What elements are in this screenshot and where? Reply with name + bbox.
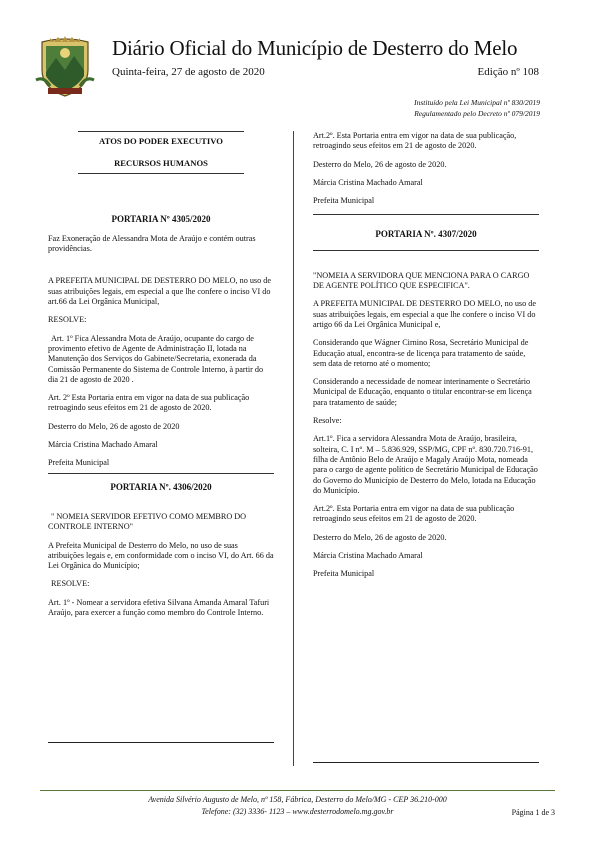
page-number: Página 1 de 3 (511, 808, 555, 817)
publication-date: Quinta-feira, 27 de agosto de 2020 (112, 66, 265, 78)
column-divider (293, 131, 294, 766)
portaria-4305-intro: A PREFEITA MUNICIPAL DE DESTERRO DO MELO, no uso de suas atribuições legais, em especial a que lhe confere o inciso VI do art.66 da Lei Orgânica Municipal, (48, 276, 271, 307)
section-title: ATOS DO PODER EXECUTIVO (99, 136, 223, 146)
portaria-4307-signer: Márcia Cristina Machado Amaral (313, 551, 423, 561)
portaria-4306-place-date: Desterro do Melo, 26 de agosto de 2020. (313, 159, 447, 169)
portaria-separator (313, 214, 539, 215)
right-column-end-rule (313, 762, 539, 763)
portaria-4307-intro: A PREFEITA MUNICIPAL DE DESTERRO DO MELO, no uso de suas atribuições legais, em especial a que lhe confere o inciso VI do artigo 66 da Lei Orgânica Municipal e, (313, 299, 536, 329)
portaria-4307-title-rule (313, 250, 539, 251)
edition-number: Edição nº 108 (477, 66, 539, 78)
left-column (48, 131, 274, 626)
portaria-4306-resolve: RESOLVE: (51, 579, 90, 589)
portaria-4307-consider-2: Considerando a necessidade de nomear interinamente o Secretário Municipal de Educação, enquanto o titular encontrar-se em licença para tratamento de saúde; (313, 377, 532, 407)
portaria-4307-consider-1: Considerando que Wágner Cirnino Rosa, Secretário Municipal de Educação atual, encontra-se de licença para tratamento de saúde, sem data de retorno até o momento; (313, 338, 529, 368)
portaria-4305-place-date: Desterro do Melo, 26 de agosto de 2020 (48, 421, 180, 431)
portaria-4307-title: PORTARIA Nº. 4307/2020 (375, 229, 477, 240)
portaria-4307-art1: Art.1º. Fica a servidora Alessandra Mota de Araújo, brasileira, solteira, C. I nº. M – 5.836.929, SSP/MG, CPF nº. 830.720.716-91, filha de Antônio Belo de Araújo e Magaly Araújo Mota, nomeada para o cargo de agente político de Secretário Municipal de Educação do Governo do Município de Desterro do Melo, lotada na Educação do Município. (313, 434, 538, 495)
portaria-4306-title: PORTARIA Nº. 4306/2020 (110, 481, 212, 492)
footer-rule (40, 790, 555, 791)
portaria-4306-intro: A Prefeita Municipal de Desterro do Melo, no uso de suas atribuições legais e, em conformidade com o inciso VI, do Art. 66 da Lei Orgânica do Município; (48, 540, 274, 571)
portaria-4307-place-date: Desterro do Melo, 26 de agosto de 2020. (313, 532, 447, 542)
regulated-decree: Regulamentado pelo Decreto nº 079/2019 (414, 109, 540, 118)
portaria-4306-art1: Art. 1º - Nomear a servidora efetiva Silvana Amanda Amaral Tafuri Araújo, para exercer a função como membro do Controle Interno. (48, 597, 270, 618)
left-column-end-rule (48, 742, 274, 743)
portaria-4306-summary: " NOMEIA SERVIDOR EFETIVO COMO MEMBRO DO CONTROLE INTERNO" (48, 511, 247, 532)
portaria-4305-signer-role: Prefeita Municipal (48, 458, 110, 468)
portaria-4307-resolve: Resolve: (313, 416, 342, 426)
footer-contact: Telefone: (32) 3336- 1123 – www.desterrodomelo.mg.gov.br (201, 807, 394, 816)
page-title: Diário Oficial do Município de Desterro do Melo (112, 36, 518, 60)
portaria-4306-art2: Art.2º. Esta Portaria entra em vigor na data de sua publicação, retroagindo seus efeitos em 21 de agosto de 2020. (313, 131, 517, 151)
portaria-4306-signer-role: Prefeita Municipal (313, 196, 375, 206)
portaria-4307-signer-role: Prefeita Municipal (313, 569, 375, 579)
portaria-4305-art1: Art. 1º Fica Alessandra Mota de Araújo, ocupante do cargo de provimento efetivo de Agente de Administração II, lotada na Manutenção dos Serviços do Gabinete/Secretaria, exonerada da Comissão Permanente do Sistema de Controle Interno, à partir do dia 21 de agosto de 2020 . (48, 333, 264, 384)
right-column (313, 131, 539, 588)
section-subtitle: RECURSOS HUMANOS (114, 158, 208, 169)
portaria-4306-signer: Márcia Cristina Machado Amaral (313, 177, 423, 187)
portaria-separator (48, 473, 274, 474)
portaria-4305-title: PORTARIA Nº 4305/2020 (111, 213, 211, 224)
section-rule-top (78, 131, 244, 132)
instituted-law: Instituído pela Lei Municipal nº 830/2019 (414, 98, 540, 107)
portaria-4305-art2: Art. 2º Esta Portaria entra em vigor na data de sua publicação retroagindo seus efeitos em 21 de agosto de 2020. (48, 393, 250, 413)
section-header-box (78, 131, 244, 174)
municipal-coat-of-arms-icon (34, 36, 96, 98)
portaria-4305-summary: Faz Exoneração de Alessandra Mota de Araújo e contém outras providências. (48, 233, 256, 254)
portaria-4305-signer: Márcia Cristina Machado Amaral (48, 440, 158, 450)
portaria-4307-art2: Art.2º. Esta Portaria entra em vigor na data de sua publicação retroagindo seus efeitos em 21 de agosto de 2020. (313, 504, 515, 524)
footer-address: Avenida Silvério Augusto de Melo, nº 158, Fábrica, Desterro do Melo/MG - CEP 36.210-000 (148, 795, 447, 804)
portaria-4307-summary: "NOMEIA A SERVIDORA QUE MENCIONA PARA O CARGO DE AGENTE POLÍTICO QUE ESPECIFICA". (313, 270, 530, 291)
portaria-4305-resolve: RESOLVE: (48, 315, 87, 325)
